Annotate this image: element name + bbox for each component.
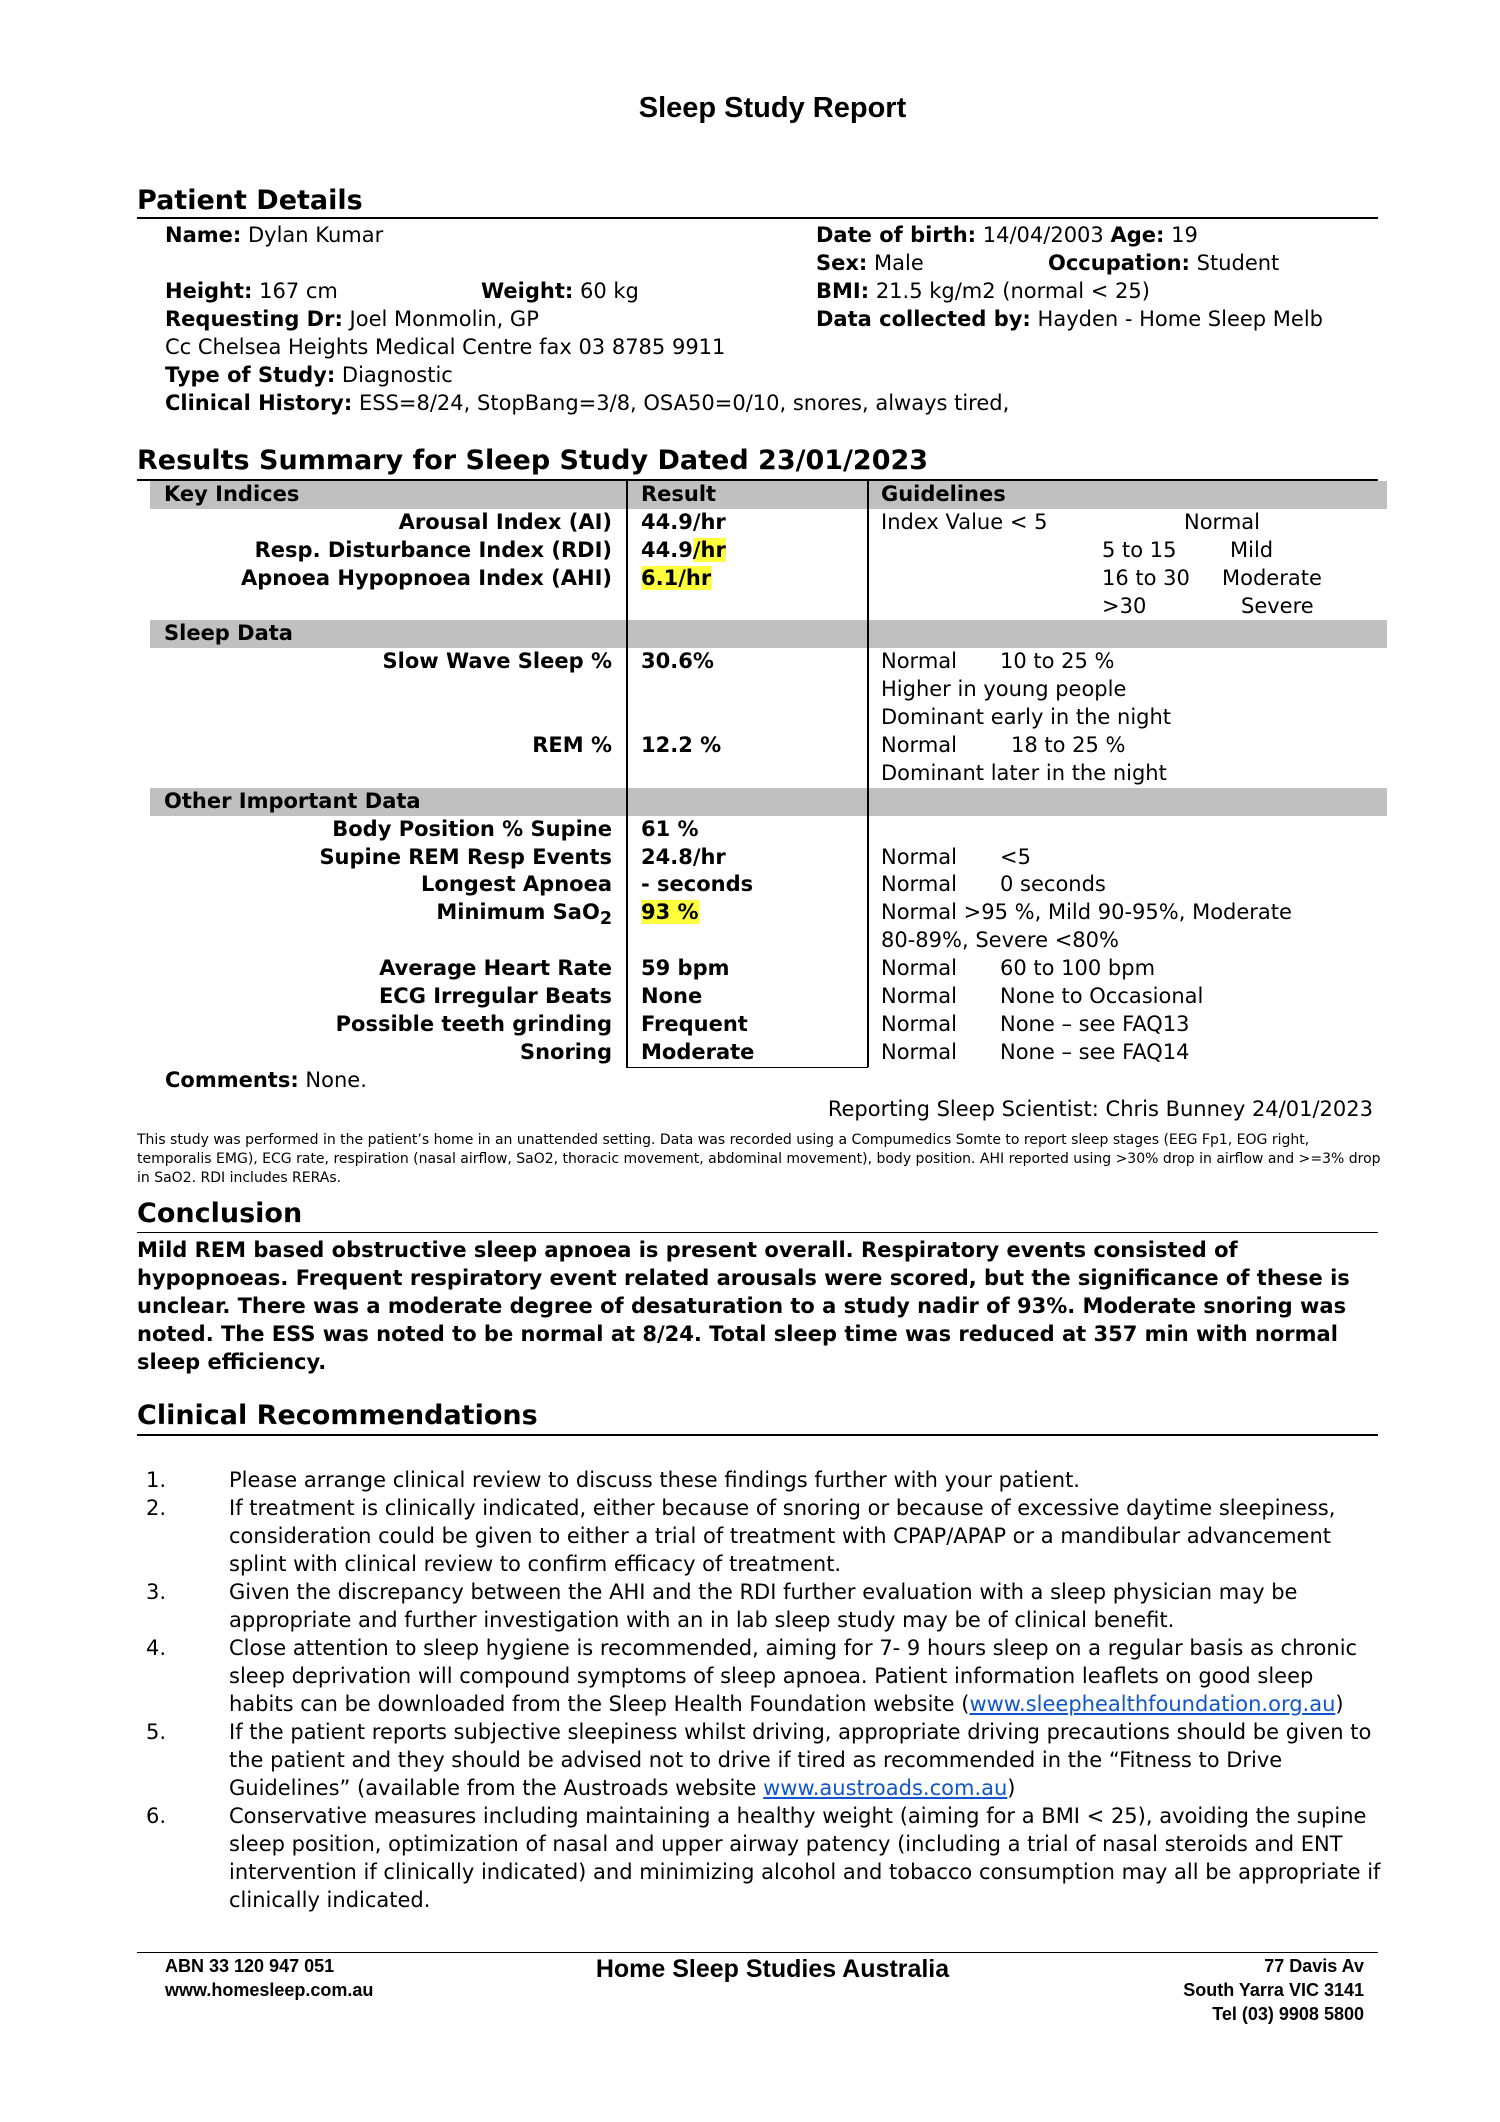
index-label xyxy=(383,648,612,676)
label-text: Longest Apnoea xyxy=(421,872,612,897)
recommendation-item xyxy=(137,1634,1382,1718)
recommendation-item xyxy=(137,1494,1382,1578)
guideline-text: >30 xyxy=(1102,593,1147,618)
item-number: 4. xyxy=(146,1636,167,1660)
item-text: If the patient reports subjective sleepiness whilst driving, appropriate driving precautions should be given to the patient and they should be advised not to drive if tired as recommended in the “Fitness to Drive Guidelines” (available from the Austroads website xyxy=(229,1720,1372,1800)
result-text: Frequent xyxy=(641,1011,748,1036)
sex: Male xyxy=(874,251,924,275)
item-text: Conservative measures including maintaining a healthy weight (aiming for a BMI < 25), avoiding the supine sleep position, optimization of nasal and upper airway patency (including a trial of nasal steroids and ENT intervention if clinically indicated) and minimizing alcohol and tobacco consumption may all be appropriate if clinically indicated. xyxy=(229,1804,1381,1912)
index-label xyxy=(421,871,612,899)
highlighted-result: 93 % xyxy=(641,900,699,925)
divider xyxy=(137,217,1378,219)
section-label: Other Important Data xyxy=(164,788,421,813)
guideline-text: 10 to 25 % xyxy=(1000,649,1115,674)
guideline-text: None to Occasional xyxy=(1000,984,1204,1009)
table-row xyxy=(150,1011,1387,1039)
index-label xyxy=(336,1011,612,1039)
label-text: Supine REM Resp Events xyxy=(319,844,612,869)
guideline-text: Normal xyxy=(881,733,957,758)
history-label: Clinical History: xyxy=(165,391,353,415)
table-row xyxy=(150,676,1387,704)
clinical-history: ESS=8/24, StopBang=3/8, OSA50=0/10, snores, always tired, xyxy=(358,391,1010,415)
index-label xyxy=(532,732,612,760)
item-text: Please arrange clinical review to discuss these findings further with your patient. xyxy=(229,1468,1080,1492)
label-text: Slow Wave Sleep % xyxy=(382,649,612,674)
guideline-text: None – see FAQ14 xyxy=(1000,1039,1190,1064)
result-value xyxy=(641,871,753,899)
section-band xyxy=(150,481,1387,509)
recommendation-item xyxy=(137,1466,1382,1494)
result-text: 12.2 % xyxy=(641,733,722,758)
subscript: 2 xyxy=(599,909,612,930)
item-number: 2. xyxy=(146,1496,167,1520)
table-row xyxy=(150,704,1387,732)
company-name: Home Sleep Studies Australia xyxy=(595,1955,950,1983)
guideline-text: Severe xyxy=(1241,593,1314,618)
name-label: Name: xyxy=(165,223,242,247)
table-row xyxy=(150,565,1387,593)
conclusion-text: Mild REM based obstructive sleep apnoea is present overall. Respiratory events consisted of hypopnoeas. Frequent respiratory event related arousals were scored, but the significance of these is unclear. There was a moderate degree of desaturation to a study nadir of 93%. Moderate snoring was noted. The ESS was noted to be normal at 8/24. Total sleep time was reduced at 357 min with normal sleep efficiency. xyxy=(137,1238,1350,1374)
table-row xyxy=(150,899,1387,930)
comments-label: Comments: xyxy=(165,1068,299,1092)
result-text: None xyxy=(641,984,703,1009)
address-line-1: 77 Davis Av xyxy=(1264,1956,1364,1976)
dob: 14/04/2003 xyxy=(982,223,1104,247)
result-value xyxy=(641,844,726,872)
guideline-text: Normal xyxy=(1184,509,1260,534)
highlighted-result: /hr xyxy=(692,537,726,562)
table-row xyxy=(150,983,1387,1011)
phone: Tel (03) 9908 5800 xyxy=(1212,2004,1364,2024)
guideline-text: <5 xyxy=(1000,844,1031,869)
dr-label: Requesting Dr: xyxy=(165,307,343,331)
collected-label: Data collected by: xyxy=(816,307,1031,331)
guideline-text: Normal xyxy=(881,1039,957,1064)
result-text: 61 % xyxy=(641,816,699,841)
table-row xyxy=(150,1039,1387,1067)
weight-label: Weight: xyxy=(481,279,574,303)
guideline-text: None – see FAQ13 xyxy=(1000,1011,1190,1036)
requesting-dr: Joel Monmolin, GP xyxy=(349,307,539,331)
guideline-text: Higher in young people xyxy=(881,677,1127,702)
footnote: This study was performed in the patient’s home in an unattended setting. Data was recorded using a Compumedics Somte to report sleep stages (EEG Fp1, EOG right, temporalis EMG), ECG rate, respiration (nasal airflow, SaO2, thoracic movement, abdominal movement), body position. AHI reported using >30% drop in airflow and >=3% drop in SaO2. RDI includes RERAs. xyxy=(137,1132,1381,1186)
item-number: 5. xyxy=(146,1720,167,1744)
result-text: - seconds xyxy=(641,872,754,897)
result-text: 44.9 xyxy=(641,537,693,562)
recommendation-item xyxy=(137,1802,1382,1914)
index-label xyxy=(520,1039,612,1067)
item-text-end: ) xyxy=(1335,1692,1344,1716)
reporting-scientist: Reporting Sleep Scientist: Chris Bunney 24/01/2023 xyxy=(827,1097,1373,1121)
item-text: If treatment is clinically indicated, either because of snoring or because of excessive daytime sleepiness, consideration could be given to either a trial of treatment with CPAP/APAP or a mandibular advancement splint with clinical review to confirm efficacy of treatment. xyxy=(229,1496,1336,1576)
label-text: Snoring xyxy=(519,1039,612,1064)
table-row xyxy=(150,593,1387,621)
table-row xyxy=(150,816,1387,844)
dob-label: Date of birth: xyxy=(816,223,977,247)
table-row xyxy=(150,844,1387,872)
patient-name: Dylan Kumar xyxy=(247,223,384,247)
guideline-text: Mild xyxy=(1230,537,1274,562)
item-number: 1. xyxy=(146,1468,167,1492)
type-label: Type of Study: xyxy=(165,363,336,387)
table-row xyxy=(150,648,1387,676)
result-text: Moderate xyxy=(641,1039,755,1064)
column-header-result: Result xyxy=(641,482,717,506)
table-row xyxy=(150,732,1387,760)
table-row xyxy=(150,927,1387,955)
table-row xyxy=(150,509,1387,537)
result-column-bottom xyxy=(626,1067,868,1069)
guideline-text: Normal xyxy=(881,844,957,869)
table-row xyxy=(150,871,1387,899)
result-text: 30.6% xyxy=(641,649,714,674)
label-text: Arousal Index (AI) xyxy=(398,509,612,534)
label-text: ECG Irregular Beats xyxy=(378,984,612,1009)
result-value xyxy=(641,1039,754,1067)
guideline-text: Moderate xyxy=(1222,565,1322,590)
guideline-text: 16 to 30 xyxy=(1102,565,1190,590)
guideline-text: 18 to 25 % xyxy=(1011,733,1126,758)
guideline-text: 5 to 15 xyxy=(1102,537,1177,562)
cc-line: Cc Chelsea Heights Medical Centre fax 03 8785 9911 xyxy=(165,335,726,359)
item-text: Close attention to sleep hygiene is recommended, aiming for 7- 9 hours sleep on a regular basis as chronic sleep deprivation will compound symptoms of sleep apnoea. Patient information leaflets on good sleep habits can be downloaded from the Sleep Health Foundation website ( xyxy=(229,1636,1358,1716)
results-table xyxy=(150,481,1387,1067)
result-value xyxy=(641,955,729,983)
highlighted-result: 6.1/hr xyxy=(641,565,712,590)
weight: 60 kg xyxy=(579,279,639,303)
index-label xyxy=(255,537,612,565)
label-text: Resp. Disturbance Index (RDI) xyxy=(254,537,612,562)
guideline-text: Normal >95 %, Mild 90-95%, Moderate xyxy=(881,900,1292,925)
result-text: 59 bpm xyxy=(641,956,730,981)
guideline-text: Dominant later in the night xyxy=(881,760,1167,785)
recommendations-heading: Clinical Recommendations xyxy=(137,1400,538,1431)
sex-label: Sex: xyxy=(816,251,868,275)
collected-by: Hayden - Home Sleep Melb xyxy=(1037,307,1324,331)
result-value xyxy=(641,537,726,565)
report-title: Sleep Study Report xyxy=(638,92,907,124)
label-text: Minimum SaO xyxy=(436,900,600,925)
occupation-label: Occupation: xyxy=(1048,251,1190,275)
footer-divider xyxy=(137,1952,1378,1953)
label-text: Apnoea Hypopnoea Index (AHI) xyxy=(241,565,612,590)
conclusion-heading: Conclusion xyxy=(137,1198,303,1229)
result-text: 44.9/hr xyxy=(641,509,726,534)
label-text: REM % xyxy=(532,733,612,758)
index-label xyxy=(319,844,612,872)
footer-website: www.homesleep.com.au xyxy=(165,1980,374,2000)
guideline-text: 60 to 100 bpm xyxy=(1000,956,1156,981)
item-number: 3. xyxy=(146,1580,167,1604)
patient-details-heading: Patient Details xyxy=(137,185,363,216)
label-text: Average Heart Rate xyxy=(379,956,612,981)
result-value xyxy=(641,1011,748,1039)
index-label xyxy=(399,509,612,537)
section-label: Key Indices xyxy=(164,482,300,506)
guideline-text: Normal xyxy=(881,956,957,981)
study-type: Diagnostic xyxy=(341,363,453,387)
recommendations-list xyxy=(137,1466,1382,1914)
height-label: Height: xyxy=(165,279,253,303)
result-value xyxy=(641,648,714,676)
index-label xyxy=(332,816,612,844)
item-number: 6. xyxy=(146,1804,167,1828)
label-text: Possible teeth grinding xyxy=(335,1011,612,1036)
recommendation-item xyxy=(137,1718,1382,1802)
guideline-text: Normal xyxy=(881,872,957,897)
divider xyxy=(137,1434,1378,1436)
guideline-text: 80-89%, Severe <80% xyxy=(881,928,1119,953)
divider xyxy=(137,1232,1378,1233)
address-line-2: South Yarra VIC 3141 xyxy=(1183,1980,1364,2000)
results-heading: Results Summary for Sleep Study Dated 23/01/2023 xyxy=(137,445,929,476)
link[interactable]: www.austroads.com.au xyxy=(763,1776,1008,1800)
label-text: Body Position % Supine xyxy=(332,816,612,841)
result-value xyxy=(641,983,702,1011)
abn: ABN 33 120 947 051 xyxy=(165,1956,335,1976)
guideline-text: Dominant early in the night xyxy=(881,705,1172,730)
bmi-label: BMI: xyxy=(816,279,870,303)
result-value xyxy=(641,565,711,593)
result-value xyxy=(641,899,699,927)
guideline-text: 0 seconds xyxy=(1000,872,1106,897)
item-text-end: ) xyxy=(1007,1776,1016,1800)
bmi: 21.5 kg/m2 (normal < 25) xyxy=(875,279,1150,303)
result-value xyxy=(641,732,721,760)
guideline-text: Normal xyxy=(881,649,957,674)
guideline-text: Normal xyxy=(881,984,957,1009)
result-text: 24.8/hr xyxy=(641,844,726,869)
column-divider xyxy=(867,481,869,1067)
section-band xyxy=(150,788,1387,816)
index-label xyxy=(379,983,612,1011)
result-value xyxy=(641,816,699,844)
table-row xyxy=(150,537,1387,565)
guideline-text: Normal xyxy=(881,1011,957,1036)
recommendation-item xyxy=(137,1578,1382,1634)
column-divider xyxy=(626,481,628,1067)
age-label: Age: xyxy=(1110,223,1165,247)
item-text: Given the discrepancy between the AHI and the RDI further evaluation with a sleep physician may be appropriate and further investigation with an in lab sleep study may be of clinical benefit. xyxy=(229,1580,1298,1632)
table-row xyxy=(150,955,1387,983)
index-label xyxy=(241,565,612,593)
index-label xyxy=(379,955,612,983)
link[interactable]: www.sleephealthfoundation.org.au xyxy=(969,1692,1336,1716)
comments: None. xyxy=(305,1068,367,1092)
table-row xyxy=(150,760,1387,788)
occupation: Student xyxy=(1196,251,1280,275)
guideline-text: Index Value < 5 xyxy=(881,509,1048,534)
section-label: Sleep Data xyxy=(164,621,293,646)
height: 167 cm xyxy=(259,279,338,303)
age: 19 xyxy=(1171,223,1198,247)
column-header-guidelines: Guidelines xyxy=(881,482,1006,506)
section-band xyxy=(150,620,1387,648)
result-value xyxy=(641,509,726,537)
